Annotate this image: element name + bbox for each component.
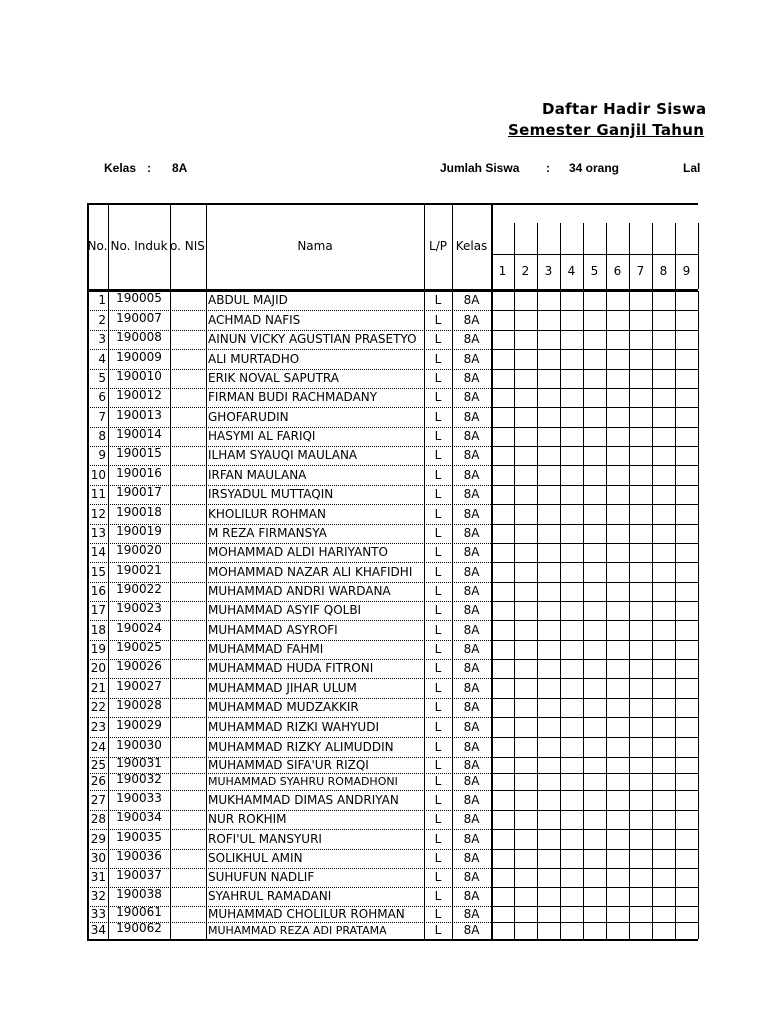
- row-separator: [491, 717, 698, 718]
- row-separator: [491, 407, 698, 408]
- row-no: 21: [90, 681, 106, 695]
- row-no: 31: [90, 870, 106, 884]
- row-nama: M REZA FIRMANSYA: [208, 526, 327, 540]
- row-nama: MUHAMMAD FAHMI: [208, 642, 324, 656]
- row-nama: NUR ROKHIM: [208, 812, 287, 826]
- row-no-induk: 190014: [116, 427, 162, 441]
- grid-line: [560, 223, 561, 289]
- row-no: 33: [90, 907, 106, 921]
- row-separator: [491, 485, 698, 486]
- row-lp: L: [434, 429, 442, 443]
- row-no-induk: 190037: [116, 868, 162, 882]
- row-kelas: 8A: [463, 623, 480, 637]
- row-separator: [491, 757, 698, 758]
- row-separator: [491, 349, 698, 350]
- row-kelas: 8A: [463, 793, 480, 807]
- row-lp: L: [434, 487, 442, 501]
- row-separator: [491, 678, 698, 679]
- row-separator: [491, 446, 698, 447]
- header-day-6: 6: [613, 264, 622, 278]
- row-kelas: 8A: [463, 565, 480, 579]
- row-nama: MUHAMMAD RIZKI WAHYUDI: [208, 720, 379, 734]
- kelas-label: Kelas: [104, 161, 137, 175]
- row-separator: [491, 388, 698, 389]
- row-nama: ALI MURTADHO: [208, 352, 300, 366]
- row-nama: MUHAMMAD HUDA FITRONI: [208, 661, 374, 675]
- row-lp: L: [434, 507, 442, 521]
- row-nama: FIRMAN BUDI RACHMADANY: [208, 390, 378, 404]
- row-separator: [491, 810, 698, 811]
- row-nama: MUKHAMMAD DIMAS ANDRIYAN: [208, 793, 399, 807]
- document-subtitle: Semester Ganjil Tahun: [508, 121, 705, 139]
- header-day-7: 7: [636, 264, 645, 278]
- row-separator: [491, 582, 698, 583]
- row-lp: L: [434, 642, 442, 656]
- row-no-induk: 190033: [116, 791, 162, 805]
- row-no: 18: [90, 623, 106, 637]
- row-no-induk: 190010: [116, 369, 162, 383]
- row-kelas: 8A: [463, 526, 480, 540]
- row-no: 29: [90, 832, 106, 846]
- row-kelas: 8A: [463, 812, 480, 826]
- row-kelas: 8A: [463, 371, 480, 385]
- row-no: 8: [98, 429, 106, 443]
- row-separator: [491, 504, 698, 505]
- header-day-1: 1: [498, 264, 507, 278]
- row-separator: [491, 887, 698, 888]
- header-day-3: 3: [544, 264, 553, 278]
- row-no-induk: 190062: [116, 921, 162, 935]
- row-kelas: 8A: [463, 774, 480, 788]
- row-nama: AINUN VICKY AGUSTIAN PRASETYO: [208, 332, 417, 346]
- row-nama: ILHAM SYAUQI MAULANA: [208, 448, 358, 462]
- row-no: 24: [90, 740, 106, 754]
- row-separator: [491, 698, 698, 699]
- row-kelas: 8A: [463, 740, 480, 754]
- row-no: 34: [90, 923, 106, 937]
- row-separator: [491, 640, 698, 641]
- row-no-induk: 190018: [116, 505, 162, 519]
- row-no-induk: 190022: [116, 582, 162, 596]
- row-separator: [491, 829, 698, 830]
- row-lp: L: [434, 793, 442, 807]
- extra-label: Lal: [683, 161, 701, 175]
- row-separator: [491, 310, 698, 311]
- row-separator: [491, 369, 698, 370]
- row-nama: ERIK NOVAL SAPUTRA: [208, 371, 339, 385]
- row-lp: L: [434, 681, 442, 695]
- row-no: 28: [90, 812, 106, 826]
- row-lp: L: [434, 293, 442, 307]
- row-kelas: 8A: [463, 700, 480, 714]
- row-kelas: 8A: [463, 661, 480, 675]
- grid-line: [514, 223, 515, 289]
- row-no-induk: 190012: [116, 388, 162, 402]
- row-lp: L: [434, 907, 442, 921]
- row-lp: L: [434, 889, 442, 903]
- row-separator: [491, 922, 698, 923]
- row-separator: [491, 524, 698, 525]
- row-lp: L: [434, 565, 442, 579]
- row-no: 15: [90, 565, 106, 579]
- header-day-8: 8: [659, 264, 668, 278]
- row-lp: L: [434, 774, 442, 788]
- row-no-induk: 190015: [116, 446, 162, 460]
- row-lp: L: [434, 740, 442, 754]
- row-no-induk: 190027: [116, 679, 162, 693]
- row-nama: MOHAMMAD NAZAR ALI KHAFIDHI: [208, 565, 413, 579]
- row-no-induk: 190016: [116, 466, 162, 480]
- row-lp: L: [434, 832, 442, 846]
- row-nama: MUHAMMAD RIZKY ALIMUDDIN: [208, 740, 394, 754]
- row-kelas: 8A: [463, 584, 480, 598]
- row-lp: L: [434, 603, 442, 617]
- grid-line: [675, 223, 676, 289]
- row-nama: IRSYADUL MUTTAQIN: [208, 487, 334, 501]
- row-no-induk: 190029: [116, 718, 162, 732]
- row-lp: L: [434, 313, 442, 327]
- header-day-5: 5: [590, 264, 599, 278]
- row-kelas: 8A: [463, 603, 480, 617]
- row-nama: GHOFARUDIN: [208, 410, 289, 424]
- header-day-4: 4: [567, 264, 576, 278]
- row-no-induk: 190005: [116, 291, 162, 305]
- row-kelas: 8A: [463, 870, 480, 884]
- row-no-induk: 190061: [116, 905, 162, 919]
- kelas-separator: :: [147, 161, 151, 175]
- row-nama: MUHAMMAD ASYROFI: [208, 623, 338, 637]
- row-no: 23: [90, 720, 106, 734]
- data-top-line: [87, 291, 698, 292]
- row-kelas: 8A: [463, 332, 480, 346]
- header-no-nis: o. NIS: [170, 239, 205, 253]
- row-kelas: 8A: [463, 923, 480, 937]
- row-nama: HASYMI AL FARIQI: [208, 429, 316, 443]
- row-no-induk: 190023: [116, 601, 162, 615]
- row-kelas: 8A: [463, 642, 480, 656]
- row-no: 5: [98, 371, 106, 385]
- row-nama: MUHAMMAD MUDZAKKIR: [208, 700, 359, 714]
- row-lp: L: [434, 545, 442, 559]
- row-lp: L: [434, 448, 442, 462]
- row-no: 7: [98, 410, 106, 424]
- grid-line: [698, 291, 699, 939]
- row-nama: MUHAMMAD REZA ADI PRATAMA: [208, 924, 387, 937]
- row-no: 9: [98, 448, 106, 462]
- row-no-induk: 190028: [116, 698, 162, 712]
- row-separator: [491, 849, 698, 850]
- row-kelas: 8A: [463, 758, 480, 772]
- row-no-induk: 190013: [116, 408, 162, 422]
- document-title: Daftar Hadir Siswa: [542, 100, 707, 118]
- row-kelas: 8A: [463, 468, 480, 482]
- row-kelas: 8A: [463, 720, 480, 734]
- row-no: 16: [90, 584, 106, 598]
- row-no: 2: [98, 313, 106, 327]
- row-kelas: 8A: [463, 832, 480, 846]
- row-nama: SUHUFUN NADLIF: [208, 870, 315, 884]
- row-lp: L: [434, 812, 442, 826]
- row-no-induk: 190009: [116, 350, 162, 364]
- jumlah-siswa-separator: :: [546, 161, 550, 175]
- grid-line: [537, 223, 538, 289]
- row-kelas: 8A: [463, 410, 480, 424]
- header-no-induk: No. Induk: [110, 239, 168, 253]
- row-lp: L: [434, 390, 442, 404]
- row-kelas: 8A: [463, 545, 480, 559]
- row-kelas: 8A: [463, 390, 480, 404]
- row-lp: L: [434, 870, 442, 884]
- grid-line: [629, 223, 630, 289]
- row-no-induk: 190038: [116, 887, 162, 901]
- grid-line: [652, 223, 653, 289]
- row-nama: SYAHRUL RAMADANI: [208, 889, 332, 903]
- row-kelas: 8A: [463, 293, 480, 307]
- row-separator: [491, 659, 698, 660]
- row-lp: L: [434, 700, 442, 714]
- grid-line: [606, 223, 607, 289]
- row-kelas: 8A: [463, 313, 480, 327]
- row-kelas: 8A: [463, 448, 480, 462]
- row-separator: [491, 465, 698, 466]
- row-separator: [491, 543, 698, 544]
- row-nama: ACHMAD NAFIS: [208, 313, 301, 327]
- row-separator: [491, 906, 698, 907]
- row-separator: [491, 562, 698, 563]
- row-separator: [491, 620, 698, 621]
- row-lp: L: [434, 623, 442, 637]
- row-lp: L: [434, 584, 442, 598]
- row-no-induk: 190020: [116, 543, 162, 557]
- row-lp: L: [434, 371, 442, 385]
- row-no: 30: [90, 851, 106, 865]
- row-no: 1: [98, 293, 106, 307]
- header-day-2: 2: [521, 264, 530, 278]
- row-lp: L: [434, 923, 442, 937]
- row-no-induk: 190031: [116, 756, 162, 770]
- grid-line: [583, 223, 584, 289]
- header-lp: L/P: [429, 239, 447, 253]
- row-no: 3: [98, 332, 106, 346]
- row-no: 4: [98, 352, 106, 366]
- row-lp: L: [434, 332, 442, 346]
- row-lp: L: [434, 661, 442, 675]
- row-lp: L: [434, 526, 442, 540]
- header-kelas: Kelas: [455, 239, 488, 253]
- row-nama: MUHAMMAD ANDRI WARDANA: [208, 584, 391, 598]
- row-separator: [491, 737, 698, 738]
- row-nama: MUHAMMAD CHOLILUR ROHMAN: [208, 907, 405, 921]
- row-lp: L: [434, 851, 442, 865]
- grid-line: [698, 223, 699, 289]
- header-day-9: 9: [682, 264, 691, 278]
- row-no-induk: 190021: [116, 563, 162, 577]
- row-no: 11: [90, 487, 106, 501]
- row-kelas: 8A: [463, 429, 480, 443]
- row-kelas: 8A: [463, 851, 480, 865]
- kelas-value: 8A: [172, 161, 188, 175]
- row-no: 26: [90, 774, 106, 788]
- row-nama: MUHAMMAD JIHAR ULUM: [208, 681, 357, 695]
- row-no-induk: 190007: [116, 311, 162, 325]
- row-kelas: 8A: [463, 507, 480, 521]
- row-nama: MOHAMMAD ALDI HARIYANTO: [208, 545, 388, 559]
- row-no-induk: 190035: [116, 830, 162, 844]
- row-no: 14: [90, 545, 106, 559]
- row-nama: ROFI'UL MANSYURI: [208, 832, 322, 846]
- row-separator: [491, 790, 698, 791]
- row-no: 6: [98, 390, 106, 404]
- row-lp: L: [434, 758, 442, 772]
- row-kelas: 8A: [463, 352, 480, 366]
- row-no-induk: 190025: [116, 640, 162, 654]
- row-separator: [491, 601, 698, 602]
- row-no: 19: [90, 642, 106, 656]
- row-no-induk: 190019: [116, 524, 162, 538]
- row-nama: KHOLILUR ROHMAN: [208, 507, 326, 521]
- row-separator: [491, 868, 698, 869]
- row-no: 22: [90, 700, 106, 714]
- row-nama: MUHAMMAD SYAHRU ROMADHONI: [208, 775, 398, 788]
- row-no-induk: 190017: [116, 485, 162, 499]
- row-no: 17: [90, 603, 106, 617]
- row-no-induk: 190036: [116, 849, 162, 863]
- row-nama: SOLIKHUL AMIN: [208, 851, 303, 865]
- row-lp: L: [434, 468, 442, 482]
- row-no-induk: 190030: [116, 738, 162, 752]
- header-nama: Nama: [297, 239, 333, 253]
- jumlah-siswa-value: 34 orang: [569, 161, 620, 175]
- row-lp: L: [434, 410, 442, 424]
- row-separator: [491, 773, 698, 774]
- row-nama: MUHAMMAD SIFA'UR RIZQI: [208, 758, 369, 772]
- row-kelas: 8A: [463, 681, 480, 695]
- row-nama: MUHAMMAD ASYIF QOLBI: [208, 603, 362, 617]
- row-lp: L: [434, 352, 442, 366]
- row-no: 20: [90, 661, 106, 675]
- row-separator: [491, 330, 698, 331]
- row-no-induk: 190034: [116, 810, 162, 824]
- jumlah-siswa-label: Jumlah Siswa: [440, 161, 520, 175]
- row-nama: ABDUL MAJID: [208, 293, 288, 307]
- row-no: 12: [90, 507, 106, 521]
- row-kelas: 8A: [463, 907, 480, 921]
- row-no: 32: [90, 889, 106, 903]
- row-lp: L: [434, 720, 442, 734]
- row-separator: [491, 427, 698, 428]
- row-no: 27: [90, 793, 106, 807]
- row-no-induk: 190024: [116, 621, 162, 635]
- row-kelas: 8A: [463, 487, 480, 501]
- row-kelas: 8A: [463, 889, 480, 903]
- row-nama: IRFAN MAULANA: [208, 468, 307, 482]
- header-no: No.: [87, 239, 108, 253]
- row-no-induk: 190032: [116, 772, 162, 786]
- row-no: 10: [90, 468, 106, 482]
- row-no: 25: [90, 758, 106, 772]
- row-no-induk: 190026: [116, 659, 162, 673]
- row-no: 13: [90, 526, 106, 540]
- row-no-induk: 190008: [116, 330, 162, 344]
- table-bottom-border: [87, 939, 698, 941]
